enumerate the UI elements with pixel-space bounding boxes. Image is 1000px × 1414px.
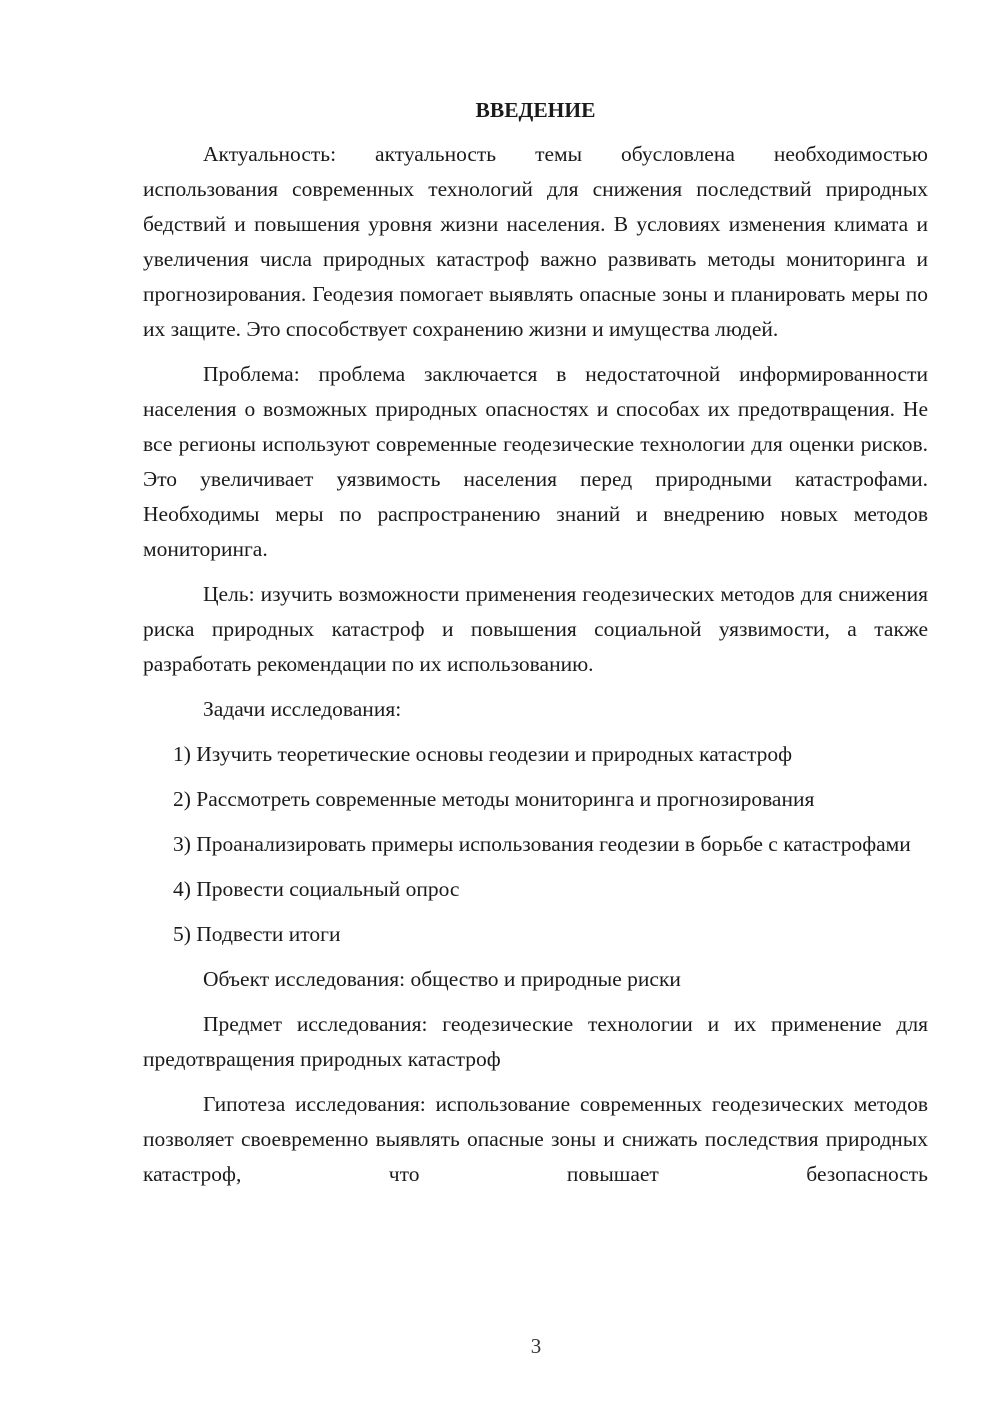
tasks-list — [143, 737, 928, 952]
paragraph-object: Объект исследования: общество и природные риски — [203, 967, 681, 991]
page-number: 3 — [530, 1334, 542, 1358]
document-page — [143, 93, 928, 1192]
paragraph-goal: Цель: изучить возможности применения геодезических методов для снижения риска природных катастроф и повышения социальной уязвимости, а также разработать рекомендации по их использованию. — [143, 582, 928, 676]
list-item: 2) Рассмотреть современные методы мониторинга и прогнозирования — [173, 787, 815, 811]
tasks-heading: Задачи исследования: — [203, 697, 402, 721]
paragraph-problem: Проблема: проблема заключается в недостаточной информированности населения о возможных природных опасностях и способах их предотвращения. Не все регионы используют современные геодезические технологии для оценки рисков. Это увеличивает уязвимость населения перед природными катастрофами. Необходимы меры по распространению знаний и внедрению новых методов мониторинга. — [143, 362, 928, 561]
list-item: 5) Подвести итоги — [173, 922, 341, 946]
list-item: 4) Провести социальный опрос — [173, 877, 460, 901]
paragraph-relevance: Актуальность: актуальность темы обусловлена необходимостью использования современных технологий для снижения последствий природных бедствий и повышения уровня жизни населения. В условиях изменения климата и увеличения числа природных катастроф важно развивать методы мониторинга и прогнозирования. Геодезия помогает выявлять опасные зоны и планировать меры по их защите. Это способствует сохранению жизни и имущества людей. — [143, 142, 928, 341]
paragraph-subject: Предмет исследования: геодезические технологии и их применение для предотвращения природных катастроф — [143, 1012, 928, 1071]
page-title: ВВЕДЕНИЕ — [475, 98, 596, 122]
list-item: 3) Проанализировать примеры использования геодезии в борьбе с катастрофами — [173, 832, 911, 856]
paragraph-hypothesis: Гипотеза исследования: использование современных геодезических методов позволяет своевременно выявлять опасные зоны и снижать последствия природных катастроф, что повышает безопасность — [143, 1092, 928, 1186]
list-item: 1) Изучить теоретические основы геодезии и природных катастроф — [173, 742, 793, 766]
